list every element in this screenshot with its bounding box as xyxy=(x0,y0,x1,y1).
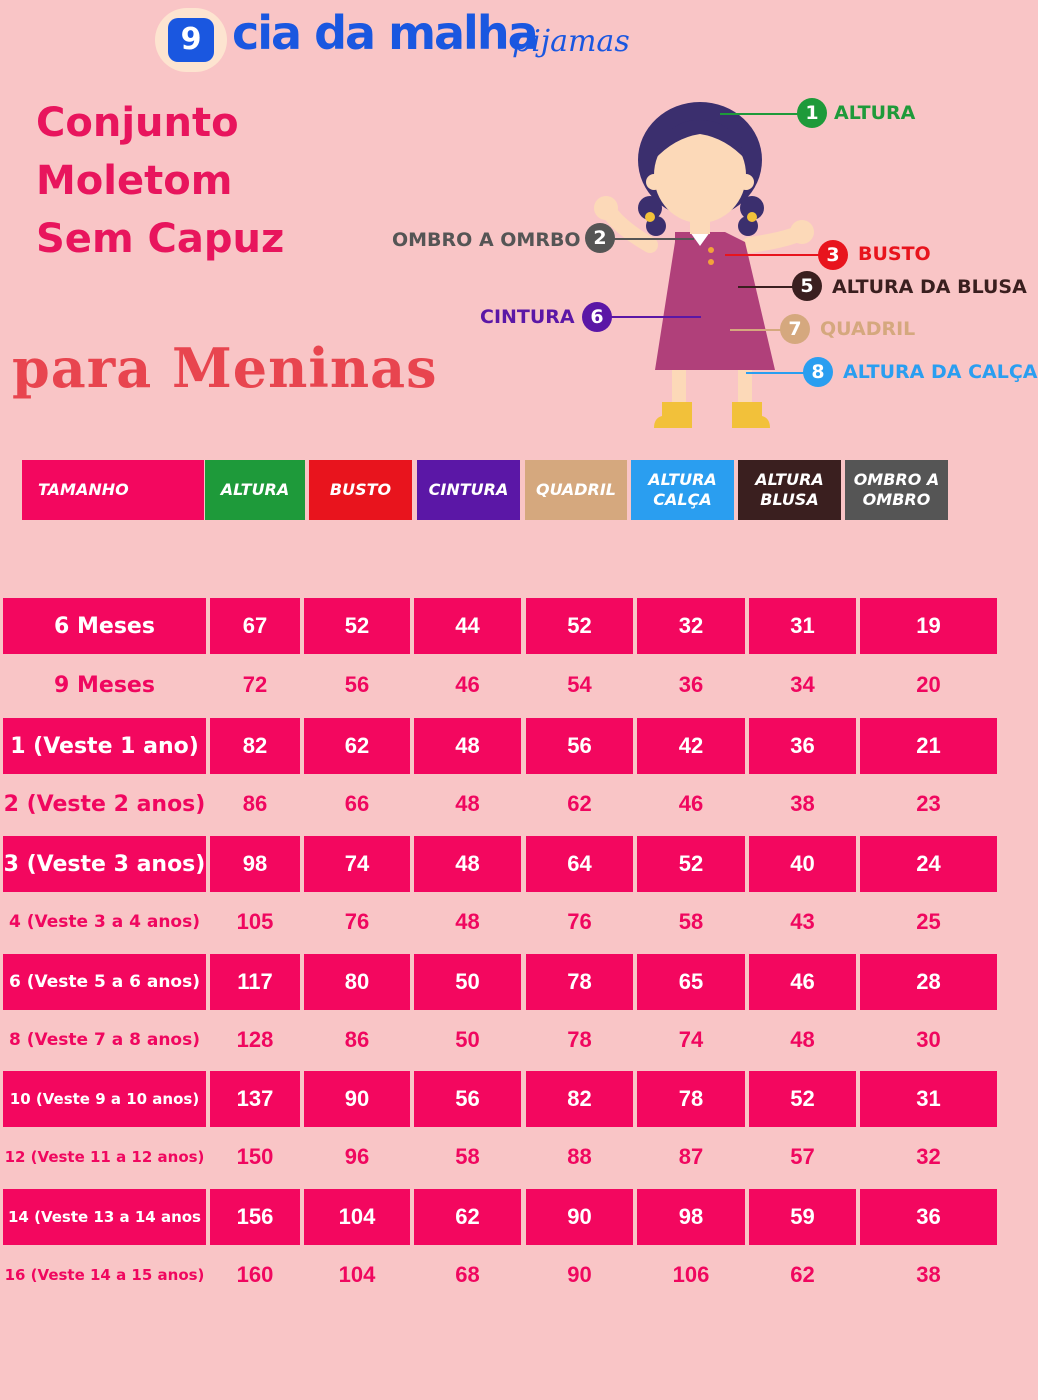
cell-altura-blusa: 57 xyxy=(790,1144,815,1169)
cell-busto: 96 xyxy=(344,1144,370,1169)
cell-busto: 56 xyxy=(344,672,370,697)
cell-cintura: 58 xyxy=(455,1144,480,1169)
cell-cintura: 46 xyxy=(455,672,480,697)
logo-mark-icon: 9 xyxy=(168,18,214,62)
cell-altura: 67 xyxy=(210,598,300,654)
busto-line xyxy=(725,254,820,256)
header-altura-calca: ALTURA CALÇA xyxy=(631,460,734,520)
cell-busto: 86 xyxy=(344,1027,370,1052)
marker-2: 2 xyxy=(585,223,615,253)
cell-altura: 160 xyxy=(236,1262,274,1287)
cell-altura-blusa: 62 xyxy=(790,1262,815,1287)
cell-busto: 80 xyxy=(304,954,410,1010)
cell-altura-blusa: 43 xyxy=(790,909,815,934)
quadril-line xyxy=(730,329,782,331)
title-line-2: Moletom xyxy=(36,158,233,204)
cell-altura: 105 xyxy=(236,909,274,934)
marker-1: 1 xyxy=(797,98,827,128)
cell-altura-calca: 98 xyxy=(637,1189,745,1245)
cell-size: 6 Meses xyxy=(3,598,206,654)
table-row xyxy=(0,1071,1000,1127)
cell-quadril: 90 xyxy=(526,1189,633,1245)
cell-busto: 66 xyxy=(344,791,370,816)
label-busto: BUSTO xyxy=(858,243,931,265)
cell-busto: 76 xyxy=(344,909,370,934)
cell-altura-blusa: 59 xyxy=(749,1189,856,1245)
brand-sub: pijamas xyxy=(512,24,630,59)
cell-busto: 74 xyxy=(304,836,410,892)
table-row xyxy=(0,954,1000,1010)
cell-altura-blusa: 52 xyxy=(749,1071,856,1127)
cell-quadril: 62 xyxy=(567,791,592,816)
cell-altura: 117 xyxy=(210,954,300,1010)
label-altura: ALTURA xyxy=(834,102,916,124)
cell-altura-calca: 58 xyxy=(678,909,704,934)
table-row xyxy=(0,894,1000,950)
cell-altura-calca: 106 xyxy=(672,1262,710,1287)
cell-quadril: 64 xyxy=(526,836,633,892)
cell-altura-calca: 74 xyxy=(678,1027,704,1052)
cell-busto: 104 xyxy=(304,1189,410,1245)
table-row xyxy=(0,718,1000,774)
cell-quadril: 88 xyxy=(567,1144,592,1169)
label-quadril: QUADRIL xyxy=(820,318,916,340)
cell-ombro: 32 xyxy=(916,1144,941,1169)
table-row xyxy=(0,1012,1000,1068)
cell-size: 16 (Veste 14 a 15 anos) xyxy=(4,1266,205,1284)
subtitle: para Meninas xyxy=(12,336,438,400)
table-row xyxy=(0,1189,1000,1245)
table-row xyxy=(0,776,1000,832)
cell-size: 10 (Veste 9 a 10 anos) xyxy=(3,1071,206,1127)
cell-busto: 104 xyxy=(338,1262,376,1287)
cell-altura-calca: 65 xyxy=(637,954,745,1010)
table-row xyxy=(0,836,1000,892)
cell-altura-calca: 42 xyxy=(637,718,745,774)
ombro-line xyxy=(614,238,694,240)
table-row xyxy=(0,1129,1000,1185)
cell-cintura: 50 xyxy=(414,954,521,1010)
cell-altura-blusa: 36 xyxy=(749,718,856,774)
cell-altura: 98 xyxy=(210,836,300,892)
cell-cintura: 44 xyxy=(414,598,521,654)
marker-6: 6 xyxy=(582,302,612,332)
header-ombro: OMBRO A OMBRO xyxy=(845,460,948,520)
header-altura: ALTURA xyxy=(205,460,305,520)
cell-altura-blusa: 34 xyxy=(790,672,815,697)
brand-name: cia da malha xyxy=(232,6,537,60)
cell-altura: 156 xyxy=(210,1189,300,1245)
cell-altura-calca: 87 xyxy=(678,1144,704,1169)
cell-quadril: 82 xyxy=(526,1071,633,1127)
cell-busto: 62 xyxy=(304,718,410,774)
cell-altura: 128 xyxy=(236,1027,274,1052)
table-row xyxy=(0,1247,1000,1303)
header-cintura: CINTURA xyxy=(417,460,520,520)
cell-ombro: 24 xyxy=(860,836,997,892)
cell-ombro: 36 xyxy=(860,1189,997,1245)
cell-quadril: 76 xyxy=(567,909,592,934)
cell-ombro: 25 xyxy=(916,909,941,934)
cell-ombro: 23 xyxy=(916,791,941,816)
altura-calca-line xyxy=(746,372,804,374)
cell-cintura: 50 xyxy=(455,1027,480,1052)
cell-size: 1 (Veste 1 ano) xyxy=(3,718,206,774)
cell-altura: 82 xyxy=(210,718,300,774)
label-ombro: OMBRO A OMRBO xyxy=(392,229,581,251)
cell-size: 12 (Veste 11 a 12 anos) xyxy=(4,1148,205,1166)
cell-ombro: 31 xyxy=(860,1071,997,1127)
cell-altura-calca: 32 xyxy=(637,598,745,654)
cell-altura: 137 xyxy=(210,1071,300,1127)
cell-size: 3 (Veste 3 anos) xyxy=(3,836,206,892)
label-altura-blusa: ALTURA DA BLUSA xyxy=(832,276,1027,298)
cell-cintura: 48 xyxy=(455,909,480,934)
cell-size: 2 (Veste 2 anos) xyxy=(3,791,206,817)
label-cintura: CINTURA xyxy=(480,306,575,328)
cell-quadril: 54 xyxy=(567,672,592,697)
cell-altura-blusa: 48 xyxy=(790,1027,815,1052)
header-tamanho: TAMANHO xyxy=(22,460,204,520)
header-quadril: QUADRIL xyxy=(525,460,627,520)
marker-7: 7 xyxy=(780,314,810,344)
cell-size: 14 (Veste 13 a 14 anos xyxy=(3,1189,206,1245)
altura-blusa-line xyxy=(738,286,794,288)
cell-altura-blusa: 38 xyxy=(790,791,815,816)
cell-quadril: 52 xyxy=(526,598,633,654)
cell-ombro: 30 xyxy=(916,1027,941,1052)
marker-3: 3 xyxy=(818,240,848,270)
cell-cintura: 62 xyxy=(414,1189,521,1245)
header-altura-blusa: ALTURA BLUSA xyxy=(738,460,841,520)
table-row xyxy=(0,657,1000,713)
cell-altura-calca: 78 xyxy=(637,1071,745,1127)
label-altura-calca: ALTURA DA CALÇA xyxy=(843,361,1038,383)
cell-cintura: 48 xyxy=(414,836,521,892)
cell-altura-blusa: 31 xyxy=(749,598,856,654)
cell-size: 9 Meses xyxy=(54,672,155,698)
cell-cintura: 56 xyxy=(414,1071,521,1127)
cell-altura-calca: 52 xyxy=(637,836,745,892)
cell-ombro: 21 xyxy=(860,718,997,774)
cell-altura-calca: 46 xyxy=(678,791,704,816)
girl-illustration xyxy=(580,100,820,435)
cell-cintura: 68 xyxy=(455,1262,480,1287)
cell-size: 8 (Veste 7 a 8 anos) xyxy=(9,1030,200,1050)
cell-altura-blusa: 46 xyxy=(749,954,856,1010)
cell-altura: 72 xyxy=(242,672,268,697)
cell-size: 4 (Veste 3 a 4 anos) xyxy=(9,912,200,932)
cell-ombro: 19 xyxy=(860,598,997,654)
cell-ombro: 28 xyxy=(860,954,997,1010)
cell-ombro: 20 xyxy=(916,672,941,697)
cell-altura: 86 xyxy=(242,791,268,816)
altura-line xyxy=(720,113,800,115)
cell-quadril: 78 xyxy=(526,954,633,1010)
cell-altura: 150 xyxy=(236,1144,274,1169)
cell-cintura: 48 xyxy=(455,791,480,816)
cell-size: 6 (Veste 5 a 6 anos) xyxy=(3,954,206,1010)
header-busto: BUSTO xyxy=(309,460,412,520)
cell-quadril: 78 xyxy=(567,1027,592,1052)
cintura-line xyxy=(611,316,701,318)
cell-altura-blusa: 40 xyxy=(749,836,856,892)
table-row xyxy=(0,598,1000,654)
cell-quadril: 90 xyxy=(567,1262,592,1287)
marker-8: 8 xyxy=(803,357,833,387)
cell-ombro: 38 xyxy=(916,1262,941,1287)
title-line-1: Conjunto xyxy=(36,100,239,146)
cell-cintura: 48 xyxy=(414,718,521,774)
marker-5: 5 xyxy=(792,271,822,301)
cell-quadril: 56 xyxy=(526,718,633,774)
cell-busto: 52 xyxy=(304,598,410,654)
cell-altura-calca: 36 xyxy=(678,672,704,697)
title-line-3: Sem Capuz xyxy=(36,216,285,262)
cell-busto: 90 xyxy=(304,1071,410,1127)
